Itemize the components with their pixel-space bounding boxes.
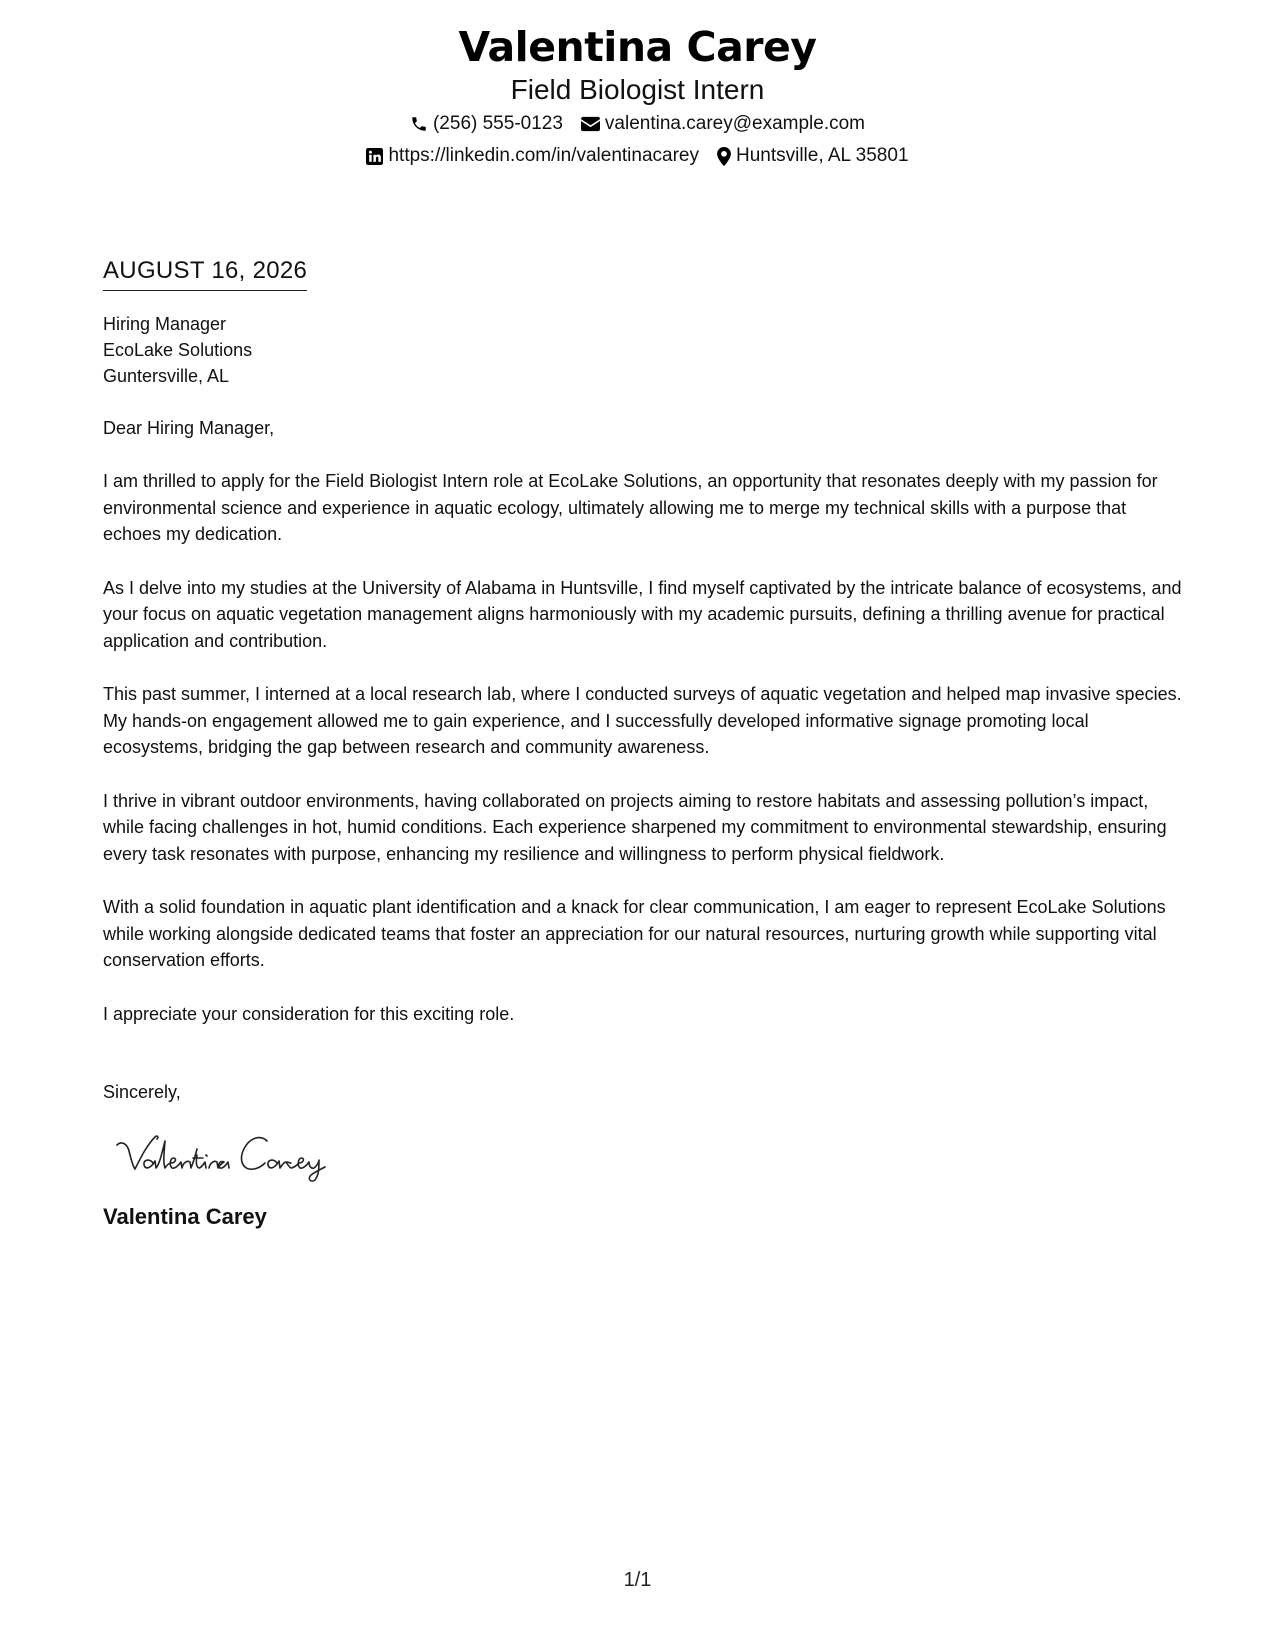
phone-icon — [410, 115, 428, 133]
applicant-role: Field Biologist Intern — [510, 74, 765, 105]
body-paragraph: I thrive in vibrant outdoor environments, having collaborated on projects aiming to restore habitats and assessing pollution’s impact, while facing challenges in hot, humid conditions. Each experience sharpened my commitment to environmental stewardship, ensuring every task resonates with purpose, enhancing my resilience and willingness to perform physical fieldwork. — [103, 790, 1167, 864]
letter-header — [0, 20, 1275, 168]
closing-sentence: I appreciate your consideration for this exciting role. — [103, 1003, 515, 1024]
linkedin-icon — [366, 148, 383, 165]
email-address[interactable]: valentina.carey@example.com — [604, 113, 865, 134]
contact-linkedin[interactable] — [366, 144, 699, 168]
salutation: Dear Hiring Manager, — [103, 418, 275, 438]
letter-body — [103, 256, 1183, 1231]
linkedin-url[interactable]: https://linkedin.com/in/valentinacarey — [388, 145, 699, 166]
applicant-name: Valentina Carey — [458, 23, 817, 71]
body-paragraph: As I delve into my studies at the University of Alabama in Huntsville, I find myself captivated by the intricate balance of ecosystems, and your focus on aquatic vegetation management aligns harmoniously with my academic pursuits, defining a thrilling avenue for practical application and contribution. — [103, 577, 1182, 651]
contact-location — [717, 144, 909, 168]
contact-row-primary — [0, 112, 1275, 136]
contact-row-secondary — [0, 144, 1275, 168]
recipient-company: EcoLake Solutions — [103, 340, 253, 360]
body-paragraph: This past summer, I interned at a local research lab, where I conducted surveys of aquatic vegetation and helped map invasive species. My hands-on engagement allowed me to gain experience, and I successfully developed informative signage promoting local ecosystems, bridging the gap between research and community awareness. — [103, 684, 1182, 757]
recipient-title: Hiring Manager — [103, 314, 227, 334]
recipient-location: Guntersville, AL — [103, 366, 230, 386]
letter-date: AUGUST 16, 2026 — [103, 256, 307, 291]
location-text: Huntsville, AL 35801 — [735, 145, 909, 166]
contact-email[interactable] — [581, 112, 865, 136]
handwritten-signature — [111, 1127, 371, 1183]
contact-phone — [410, 112, 563, 136]
map-pin-icon — [717, 147, 731, 166]
sign-off: Sincerely, — [103, 1081, 181, 1102]
page-number: 1/1 — [623, 1569, 652, 1591]
signer-name: Valentina Carey — [103, 1203, 267, 1229]
phone-number: (256) 555-0123 — [432, 113, 563, 134]
body-paragraph: With a solid foundation in aquatic plant identification and a knack for clear communication, I am eager to represent EcoLake Solutions while working alongside dedicated teams that foster an appreciation for our natural resources, nurturing growth while supporting vital conservation efforts. — [103, 897, 1166, 970]
recipient-block — [103, 311, 1183, 389]
envelope-icon — [581, 116, 600, 132]
body-paragraph: I am thrilled to apply for the Field Biologist Intern role at EcoLake Solutions, an opportunity that resonates deeply with my passion for environmental science and experience in aquatic ecology, ultimately allowing me to merge my technical skills with a purpose that echoes my dedication. — [103, 471, 1158, 544]
